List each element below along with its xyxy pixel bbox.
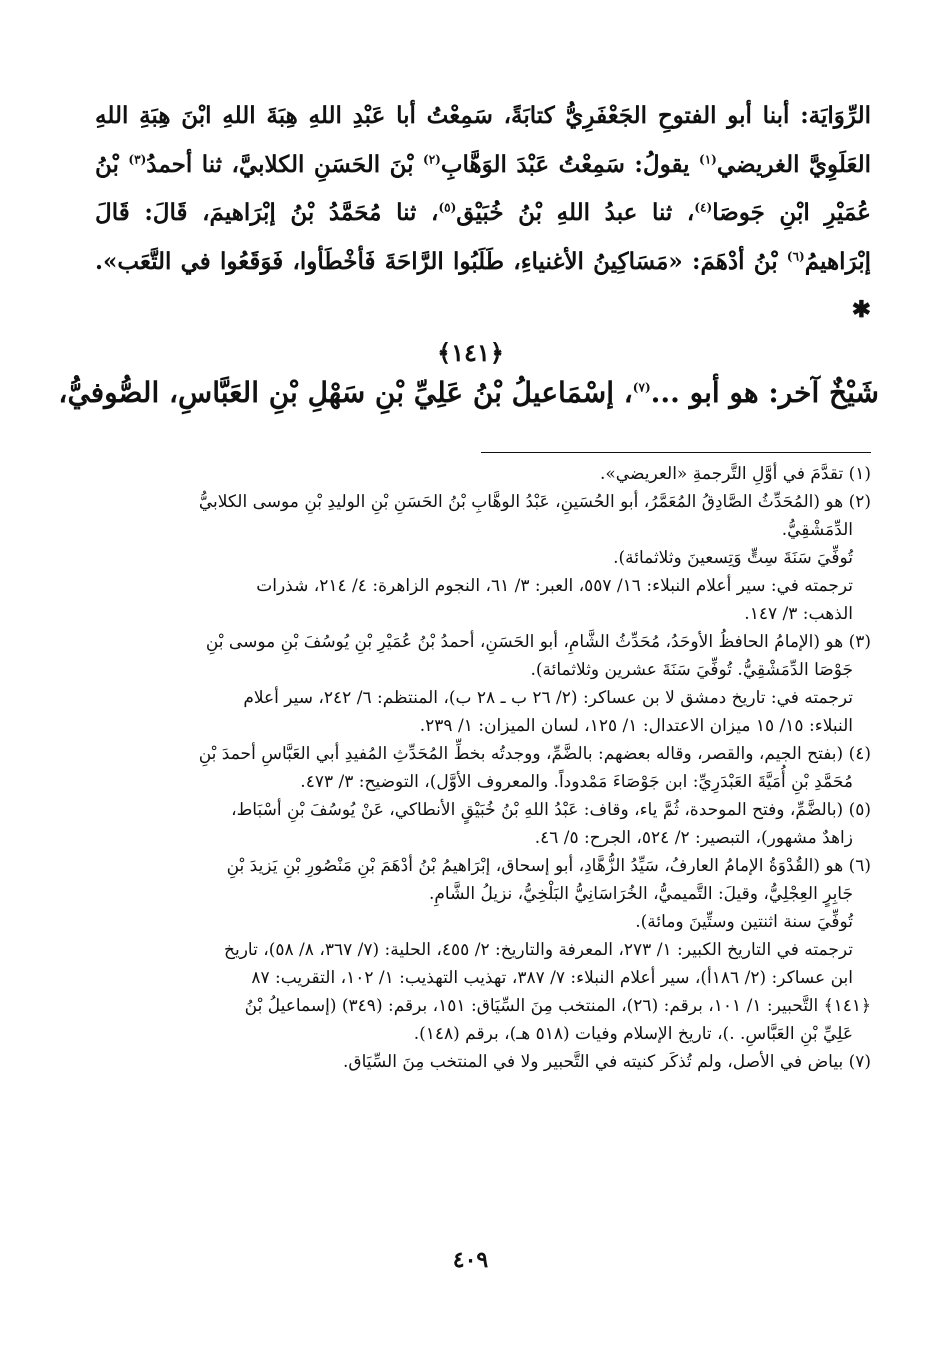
- footnote-divider: [481, 452, 871, 453]
- footnote-ref-5[interactable]: (٥): [438, 200, 457, 215]
- footnote-ref-7[interactable]: (٧): [632, 380, 651, 395]
- narration-paragraph: [95, 92, 871, 335]
- footnote-text: (١) تقدَّمَ في أوَّلِ التَّرجمةِ ‎«العريضي».: [600, 464, 871, 484]
- footnote-ref-4[interactable]: (٤): [694, 200, 713, 215]
- footnote-text: (٣) هو (الإمامُ الحافظُ الأوحَدُ، مُحَدِّثُ الشَّامِ، أبو الحَسَنِ، أحمدُ بْنُ عُمَيْرِ بْنِ يُوسُفَ بْنِ موسى بْنِ: [205, 632, 871, 652]
- footnote-5: [97, 796, 871, 852]
- footnote-text: تُوفِّيَ سنة اثنتين وستِّينَ ومائة).: [635, 912, 853, 932]
- heading-text: شَيْخٌ آخر: هو أبو ...: [650, 376, 879, 409]
- footnote-text: مُحَمَّدِ بْنِ أُمَيَّةَ العَبْدَرِيِّ: ابن جَوْصَاءَ مَمْدوداً. والمعروف الأوَّل)، التوضيح: ٣/ ٤٧٣.: [300, 772, 853, 792]
- narration-text: التَّعَب». ✱: [95, 247, 871, 323]
- narration-text: ، ثنا عبدُ اللهِ بْنُ خُبَيْق: [456, 199, 695, 226]
- footnote-sources: ابن عساكر: (٢/ ١٨٦أ)، سير أعلام النبلاء: ٧/ ٣٨٧، تهذيب التهذيب: ١/ ١٠٢، التقريب: ٨٧: [251, 968, 853, 988]
- footnote-text: (٢) هو (المُحَدِّثُ الصَّادِقُ المُعَمَّرُ، أبو الحُسَينِ، عَبْدُ الوهَّابِ بْنُ الحَسَنِ بْنِ الوليدِ بْنِ موسى الكلابيُّ: [198, 492, 871, 512]
- footnote-text: (٥) (بالضَّمِّ، وفتح الموحدة، ثُمَّ ياء، وقاف: عَبْدُ اللهِ بْنُ خُبَيْقٍ الأنطاكي، عَنْ يُوسُفَ بْنِ أسْبَاط،: [231, 800, 871, 820]
- narration-text: ، ثنا مُحَمَّدُ بْنُ إبْرَاهيمَ، قَالَ: قَالَ: [95, 199, 439, 226]
- narration-text: يقولُ: سَمِعْتُ عَبْدَ الوَهَّابِ: [440, 150, 690, 178]
- footnote-text: تُوفِّيَ سَنَةَ سِتٍّ وَتِسعينَ وثلاثمائة).: [613, 548, 853, 568]
- footnote-ref-6[interactable]: (٦): [786, 248, 805, 263]
- footnote-ref-1[interactable]: (١): [699, 151, 717, 166]
- footnote-text: جَابِرٍ العِجْلِيُّ، وقيلَ: التَّميميُّ، الخُرَاسَانِيُّ البَلْخِيُّ، نزيلُ الشَّامِ.: [428, 884, 853, 904]
- footnote-7: [97, 1048, 871, 1076]
- footnote-text: جَوْصَا الدِّمَشْقِيُّ. تُوفِّيَ سَنَةَ عشرين وثلاثمائة).: [530, 660, 853, 680]
- footnote-text: (٦) هو (القُدْوَةُ الإمامُ العارفُ، سَيِّدُ الزُّهَّادِ، أبو إسحاق، إبْرَاهيمُ بْنُ أدْهَمَ بْنِ مَنْصُورِ بْنِ يَزيدَ بْنِ: [226, 856, 871, 876]
- narration-text: بْنَ الحَسَنِ الكلابيَّ، ثنا أحمدُ: [146, 150, 414, 178]
- narration-text: أبنا أبو الفتوحِ الجَعْفَرِيُّ كتابَةً، سَمِعْتُ أبا عَبْدِ اللهِ هِبَةَ اللهِ ابْنَ هِبَةِ اللهِ: [95, 102, 790, 129]
- footnote-entry-141: [97, 992, 871, 1048]
- footnote-text: ﴿١٤١﴾ التَّحبير: ١/ ١٠١، برقم: (٢٦)، المنتخب مِنَ السِّيَاق: ١٥١، برقم: (٣٤٩) (إسماعيلُ بْنُ: [244, 996, 871, 1016]
- narration-text: العَلَوِيَّ الغريضي: [716, 150, 872, 178]
- heading-text: ، إسْمَاعيلُ بْنُ عَلِيِّ بْنِ سَهْلِ بْنِ العَبَّاسِ، الصُّوفيُّ،: [58, 376, 633, 409]
- footnote-1: [97, 460, 871, 488]
- footnote-ref-3[interactable]: (٣): [128, 151, 147, 166]
- footnote-ref-2[interactable]: (٢): [423, 151, 441, 166]
- footnote-text: الدِّمَشْقِيُّ.: [781, 520, 853, 540]
- footnote-sources: الذهب: ٣/ ١٤٧.: [744, 604, 853, 624]
- narration-label: الرِّوَايَة:: [800, 102, 871, 129]
- footnote-3: [97, 628, 871, 740]
- entry-heading: [58, 376, 879, 409]
- page-number: ٤٠٩: [452, 1247, 489, 1273]
- footnotes-section: [97, 460, 871, 1076]
- footnote-text: (٤) (بفتح الجيم، والقصر، وقاله بعضهم: بالضَّمِّ، ووجدتُه بخطِّ المُحَدِّثِ المُفيدِ أبي العَبَّاسِ أحمدَ بْنِ: [198, 744, 871, 764]
- footnote-4: [97, 740, 871, 796]
- footnote-sources: ترجمته في التاريخ الكبير: ١/ ٢٧٣، المعرفة والتاريخ: ٢/ ٤٥٥، الحلية: (٧/ ٣٦٧، ٨/ ٥٨)، تاريخ: [224, 940, 853, 960]
- footnote-sources: ترجمته في: سير أعلام النبلاء: ١٦/ ٥٥٧، العبر: ٣/ ٦١، النجوم الزاهرة: ٤/ ٢١٤، شذرات: [256, 576, 853, 596]
- footnote-text: (٧) بياض في الأصل، ولم تُذكَر كنيته في التَّحبير ولا في المنتخب مِنَ السِّيَاق.: [342, 1052, 871, 1072]
- footnote-text: عَلِيِّ بْنِ العَبَّاسِ. .)، تاريخ الإسلام وفيات (٥١٨ هـ)، برقم (١٤٨).: [413, 1024, 853, 1044]
- narration-text: بْنُ عُمَيْرِ ابْنِ جَوصَا: [95, 150, 871, 226]
- footnote-6: [97, 852, 871, 992]
- footnote-text: زاهدٌ مشهور)، التبصير: ٢/ ٥٢٤، الجرح: ٥/ ٤٦.: [534, 828, 853, 848]
- footnote-sources: ترجمته في: تاريخ دمشق لا بن عساكر: (٢/ ٢٦ ب ـ ٢٨ ب)، المنتظم: ٦/ ٢٤٢، سير أعلام: [243, 688, 853, 708]
- narration-text: إبْرَاهيمُ: [804, 247, 871, 275]
- footnote-2: [97, 488, 871, 628]
- footnote-sources: النبلاء: ١٥/ ١٥ ميزان الاعتدال: ١/ ١٢٥، لسان الميزان: ١/ ٢٣٩.: [419, 716, 853, 736]
- entry-number: ﴿١٤١﴾: [437, 338, 504, 367]
- narration-text: بْنُ أدْهَمَ: «مَسَاكِينُ الأغنياءِ، طَلَبُوا الرَّاحَةَ فَأخْطَأوا، فَوَقَعُوا في: [180, 247, 778, 275]
